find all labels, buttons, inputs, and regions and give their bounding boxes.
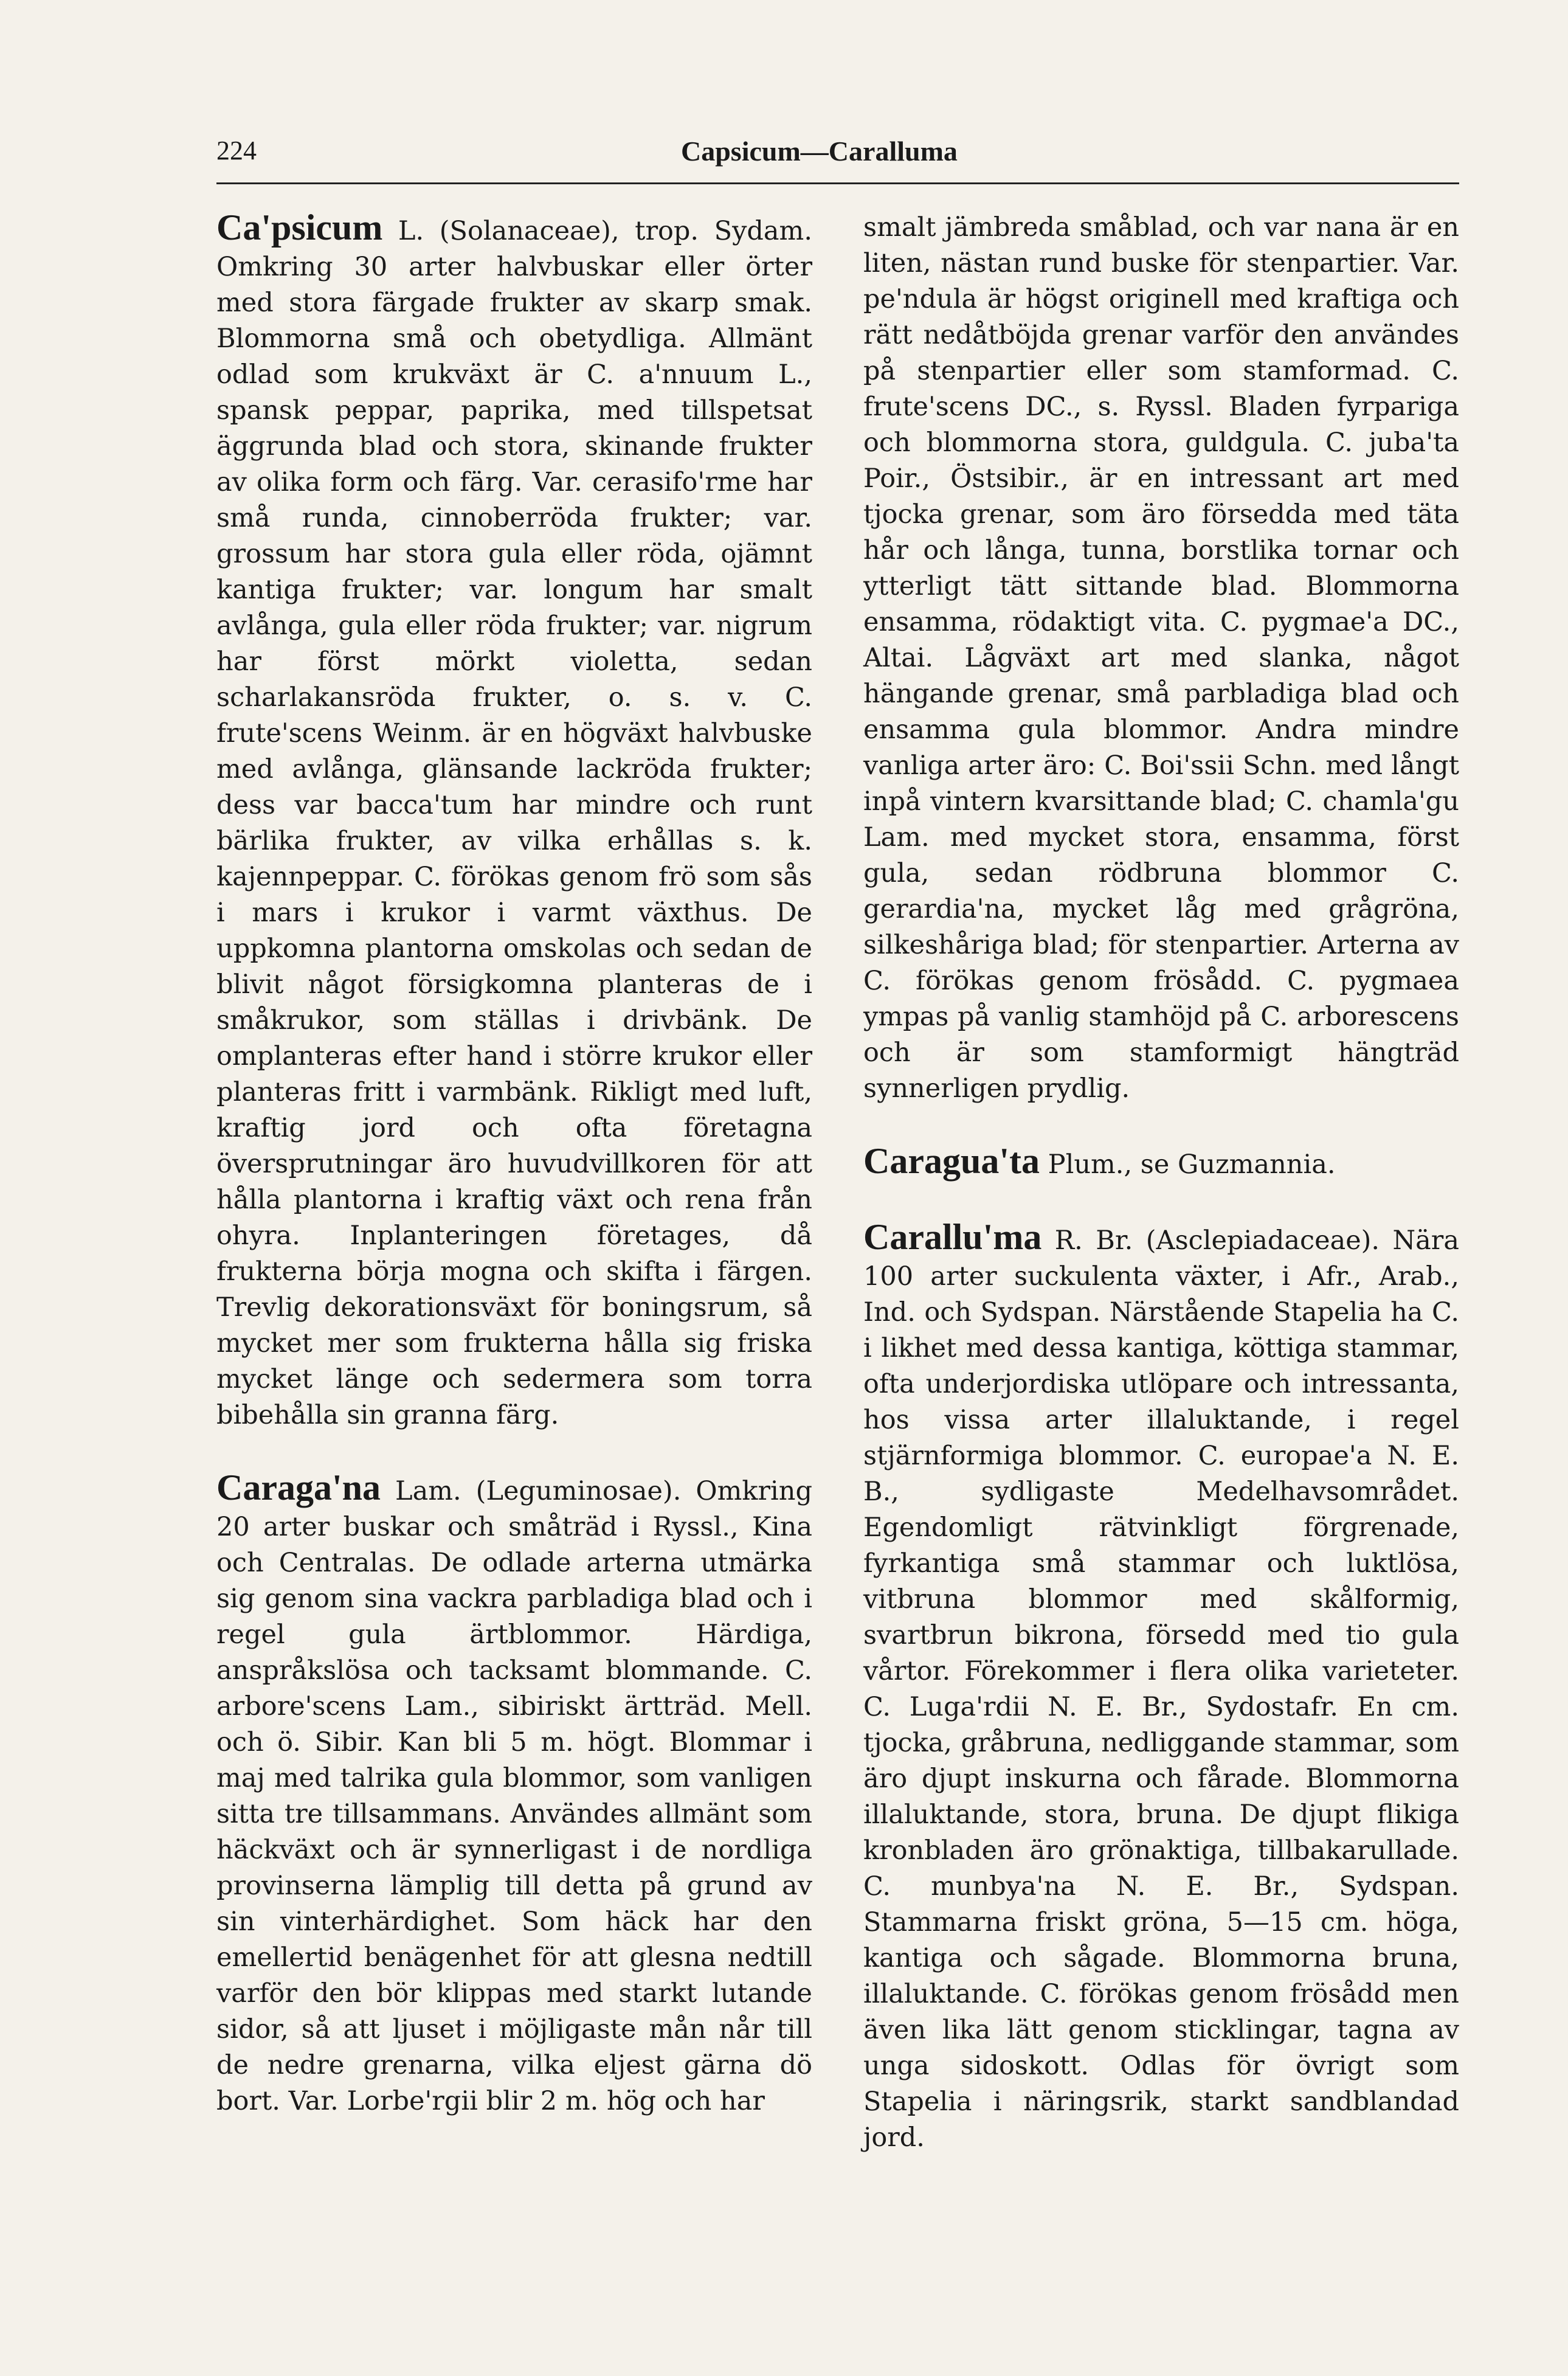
entry-caragana-continued <box>863 210 1459 1107</box>
running-head: Capsicum—Caralluma <box>681 136 958 167</box>
headword-caragana: Caraga'na <box>216 1467 381 1508</box>
headword-caraguata: Caragua'ta <box>863 1141 1040 1181</box>
entry-caraguata <box>863 1143 1459 1183</box>
entry-caragana <box>216 1467 812 2119</box>
entry-text-capsicum: L. (Solanaceae), trop. Sydam. Omkring 30 arter halvbuskar eller örter med stora färgade frukter av skarp smak. Blommorna små och obetydliga. Allmänt odlad som krukväxt är C. a'nnuum L., spansk peppar, paprika, med tillspetsat äggrunda blad och stora, skinande frukter av olika form och färg. Var. cerasifo'rme har små runda, cinnoberröda frukter; var. grossum har stora gula eller röda, ojämnt kantiga frukter; var. longum har smalt avlånga, gula eller röda frukter; var. nigrum har först mörkt violetta, sedan scharlakansröda frukter, o. s. v. C. frute'scens Weinm. är en högväxt halvbuske med avlånga, glänsande lackröda frukter; dess var bacca'tum har mindre och runt bärlika frukter, av vilka erhållas s. k. kajennpeppar. C. förökas genom frö som sås i mars i krukor i varmt växthus. De uppkomna plantorna omskolas och sedan de blivit något försigkomna planteras de i småkrukor, som ställas i drivbänk. De omplanteras efter hand i större krukor eller planteras fritt i varmbänk. Rikligt med luft, kraftig jord och ofta företagna översprutningar äro huvudvillkoren för att hålla plantorna i kraftig växt och rena från ohyra. Inplanteringen företages, då frukterna börja mogna och skifta i färgen. Trevlig dekorationsväxt för boningsrum, så mycket mer som frukterna hålla sig friska mycket länge och sedermera som torra bibehålla sin granna färg. <box>216 216 812 1430</box>
entry-text-caragana: Lam. (Leguminosae). Omkring 20 arter buskar och småträd i Ryssl., Kina och Centralas. De odlade arterna utmärka sig genom sina vackra parbladiga blad och i regel gula ärtblommor. Härdiga, anspråkslösa och tacksamt blommande. C. arbore'scens Lam., sibiriskt ärtträd. Mell. och ö. Sibir. Kan bli 5 m. högt. Blommar i maj med talrika gula blommor, som vanligen sitta tre tillsammans. Användes allmänt som häckväxt och är synnerligast i de nordliga provinserna lämplig till detta på grund av sin vinterhärdighet. Som häck har den emellertid benägenhet för att glesna nedtill varför den bör klippas med starkt lutande sidor, så att ljuset i möjligaste mån når till de nedre grenarna, vilka eljest gärna dö bort. Var. Lorbe'rgii blir 2 m. hög och har <box>216 1476 812 2116</box>
headword-capsicum: Ca'psicum <box>216 207 383 248</box>
entry-text-caralluma: R. Br. (Asclepiadaceae). Nära 100 arter suckulenta växter, i Afr., Arab., Ind. och Sydspan. Närstående Stapelia ha C. i likhet med dessa kantiga, köttiga stammar, ofta underjordiska utlöpare och intressanta, hos vissa arter illaluktande, i regel stjärnformiga blommor. C. europae'a N. E. B., sydligaste Medelhavsområdet. Egendomligt rätvinkligt förgrenade, fyrkantiga små stammar och luktlösa, vitbruna blommor med skålformig, svartbrun bikrona, försedd med tio gula vårtor. Förekommer i flera olika varieteter. C. Luga'rdii N. E. Br., Sydostafr. En cm. tjocka, gråbruna, nedliggande stammar, som äro djupt inskurna och fårade. Blommorna illaluktande, stora, bruna. De djupt flikiga kronbladen äro grönaktiga, tillbakarullade. C. munbya'na N. E. Br., Sydspan. Stammarna friskt gröna, 5—15 cm. höga, kantiga och sågade. Blommorna bruna, illaluktande. C. förökas genom frösådd men även lika lätt genom sticklingar, tagna av unga sidoskott. Odlas för övrigt som Stapelia i näringsrik, starkt sandblandad jord. <box>863 1225 1459 2153</box>
right-column <box>863 210 1459 2156</box>
headword-caralluma: Carallu'ma <box>863 1217 1042 1257</box>
header-rule <box>216 182 1459 184</box>
entry-text-caragana-continued: smalt jämbreda småblad, och var nana är en liten, nästan rund buske för stenpartier. Var. pe'ndula är högst originell med kraftiga och rätt nedåtböjda grenar varför den användes på stenpartier eller som stamformad. C. frute'scens DC., s. Ryssl. Bladen fyrpariga och blommorna stora, guldgula. C. juba'ta Poir., Östsibir., är en intressant art med tjocka grenar, som äro försedda med täta hår och långa, tunna, borstlika tornar och ytterligt tätt sittande blad. Blommorna ensamma, rödaktigt vita. C. pygmae'a DC., Altai. Lågväxt art med slanka, något hängande grenar, små parbladiga blad och ensamma gula blommor. Andra mindre vanliga arter äro: C. Boi'ssii Schn. med långt inpå vintern kvarsittande blad; C. chamla'gu Lam. med mycket stora, ensamma, först gula, sedan rödbruna blommor C. gerardia'na, mycket låg med grågröna, silkeshåriga blad; för stenpartier. Arterna av C. förökas genom frösådd. C. pygmaea ympas på vanlig stamhöjd på C. arborescens och är som stamformigt hängträd synnerligen prydlig. <box>863 212 1459 1104</box>
left-column <box>216 207 812 2119</box>
entry-text-caraguata: Plum., se Guzmannia. <box>1039 1149 1336 1180</box>
entry-capsicum <box>216 207 812 1433</box>
entry-caralluma <box>863 1219 1459 2156</box>
page-number: 224 <box>216 136 257 165</box>
